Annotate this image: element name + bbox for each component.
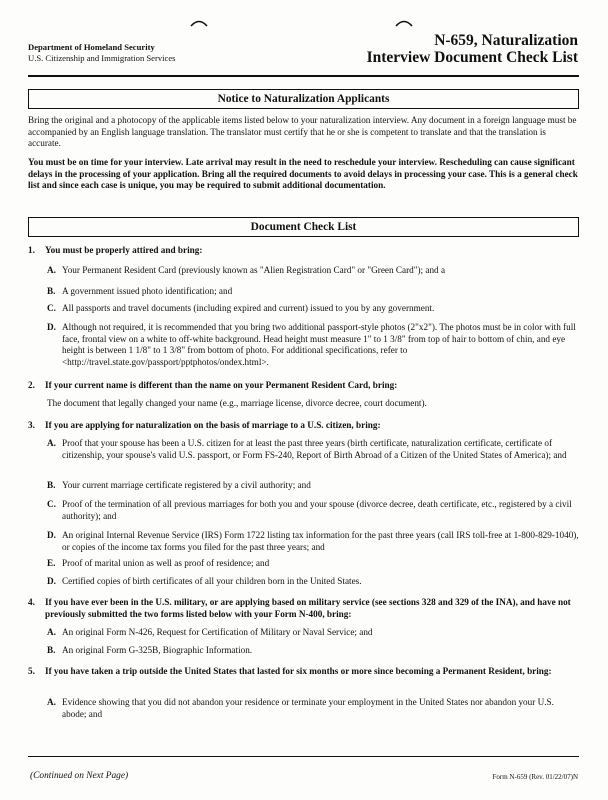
registration-mark-icon: [190, 19, 208, 27]
subitem-letter: A.: [47, 697, 56, 707]
header-divider: [28, 75, 579, 77]
subitem-letter: C.: [47, 303, 56, 313]
form-title-block: [367, 32, 578, 66]
item-number: 3.: [28, 420, 35, 430]
item-text: If you are applying for naturalization on the basis of marriage to a U.S. citizen, bring:: [45, 420, 381, 430]
subitem-text: Although not required, it is recommended that you bring two additional passport-style photos (2"x2"). The photos must be in color with full face, frontal view on a white to off-white background. Head height must measure 1" to 1 3/8" from top of hair to bottom of chin, and eye height is between 1 1/8" to 1 3/8" from bottom of photo. For additional specifications, refer to <http://travel.state.gov/passport/pptphotos/ondex.html>.: [62, 322, 576, 367]
subitem-letter: D.: [47, 322, 56, 332]
item-number: 1.: [28, 245, 35, 255]
subitem-text: Proof that your spouse has been a U.S. citizen for at least the past three years (birth certificate, naturalization certificate, certificate of citizenship, your spouse's valid U.S. passport, or Form FS-240, Report of Birth Abroad of a Citizen of the United States of America); and: [62, 438, 567, 460]
form-title: Interview Document Check List: [366, 49, 578, 66]
continued-note: (Continued on Next Page): [30, 771, 129, 781]
form-number: N-659, Naturalization: [434, 32, 578, 49]
subitem-letter: D.: [47, 530, 56, 540]
registration-mark-icon: [395, 19, 413, 27]
subitem-letter: A.: [47, 627, 56, 637]
subitem-text: A government issued photo identification; and: [62, 286, 233, 296]
subitem-letter: E.: [47, 558, 56, 568]
subitem-letter: B.: [47, 645, 56, 655]
subitem-letter: A.: [47, 265, 56, 275]
item-number: 2.: [28, 380, 35, 390]
form-revision: Form N-659 (Rev. 01/22/07)N: [492, 773, 578, 781]
checklist-plain-text: The document that legally changed your name (e.g., marriage license, divorce decree, court document).: [47, 398, 427, 408]
checklist-title: Document Check List: [28, 217, 579, 237]
item-text: If you have ever been in the U.S. military, or are applying based on military service (see sections 328 and 329 of the INA), and have not previously submitted the two forms listed below with your Form N-400, bring:: [45, 597, 571, 619]
subitem-text: Evidence showing that you did not abandon your residence or terminate your employment in the United States nor abandon your U.S. abode; and: [62, 697, 554, 719]
subitem-text: Your Permanent Resident Card (previously known as "Alien Registration Card" or "Green Card"); and a: [62, 265, 446, 275]
subitem-text: An original Internal Revenue Service (IRS) Form 1722 listing tax information for the past three years (call IRS toll-free at 1-800-829-1040), or copies of the income tax forms you filed for the past three years; and: [62, 530, 579, 552]
subitem-letter: B.: [47, 480, 56, 490]
subitem-text: Certified copies of birth certificates of all your children born in the United States.: [62, 576, 362, 586]
item-text: If your current name is different than the name on your Permanent Resident Card, bring:: [45, 380, 398, 390]
subitem-letter: B.: [47, 286, 56, 296]
footer-divider: [28, 756, 579, 757]
subitem-text: Your current marriage certificate registered by a civil authority; and: [62, 480, 311, 490]
item-number: 4.: [28, 597, 35, 607]
agency-name: U.S. Citizenship and Immigration Services: [28, 53, 176, 63]
notice-paragraph-bold: You must be on time for your interview. Late arrival may result in the need to reschedule your interview. Rescheduling can cause significant delays in the processing of your application. Bring all the required documents to avoid delays in processing your case. This is a general check list and since each case is unique, you may be required to submit additional documentation.: [28, 157, 578, 191]
subitem-text: Proof of marital union as well as proof of residence; and: [62, 558, 270, 568]
department-name: Department of Homeland Security: [28, 42, 155, 52]
subitem-text: Proof of the termination of all previous marriages for both you and your spouse (divorce decree, death certificate, etc., registered by a civil authority); and: [62, 499, 572, 521]
item-text: You must be properly attired and bring:: [45, 245, 203, 255]
subitem-text: An original Form N-426, Request for Certification of Military or Naval Service; and: [62, 627, 373, 637]
notice-title: Notice to Naturalization Applicants: [28, 89, 579, 109]
page-header: [28, 32, 578, 72]
subitem-letter: C.: [47, 499, 56, 509]
item-number: 5.: [28, 666, 35, 676]
subitem-text: An original Form G-325B, Biographic Information.: [62, 645, 253, 655]
agency-block: [28, 42, 176, 64]
item-text: If you have taken a trip outside the United States that lasted for six months or more since becoming a Permanent Resident, bring:: [45, 666, 552, 676]
subitem-letter: D.: [47, 576, 56, 586]
subitem-text: All passports and travel documents (including expired and current) issued to you by any government.: [62, 303, 435, 313]
subitem-letter: A.: [47, 438, 56, 448]
notice-paragraph: Bring the original and a photocopy of the applicable items listed below to your naturalization interview. Any document in a foreign language must be accompanied by an English language translation. The translator must certify that he or she is competent to translate and that the translation is accurate.: [28, 115, 577, 149]
